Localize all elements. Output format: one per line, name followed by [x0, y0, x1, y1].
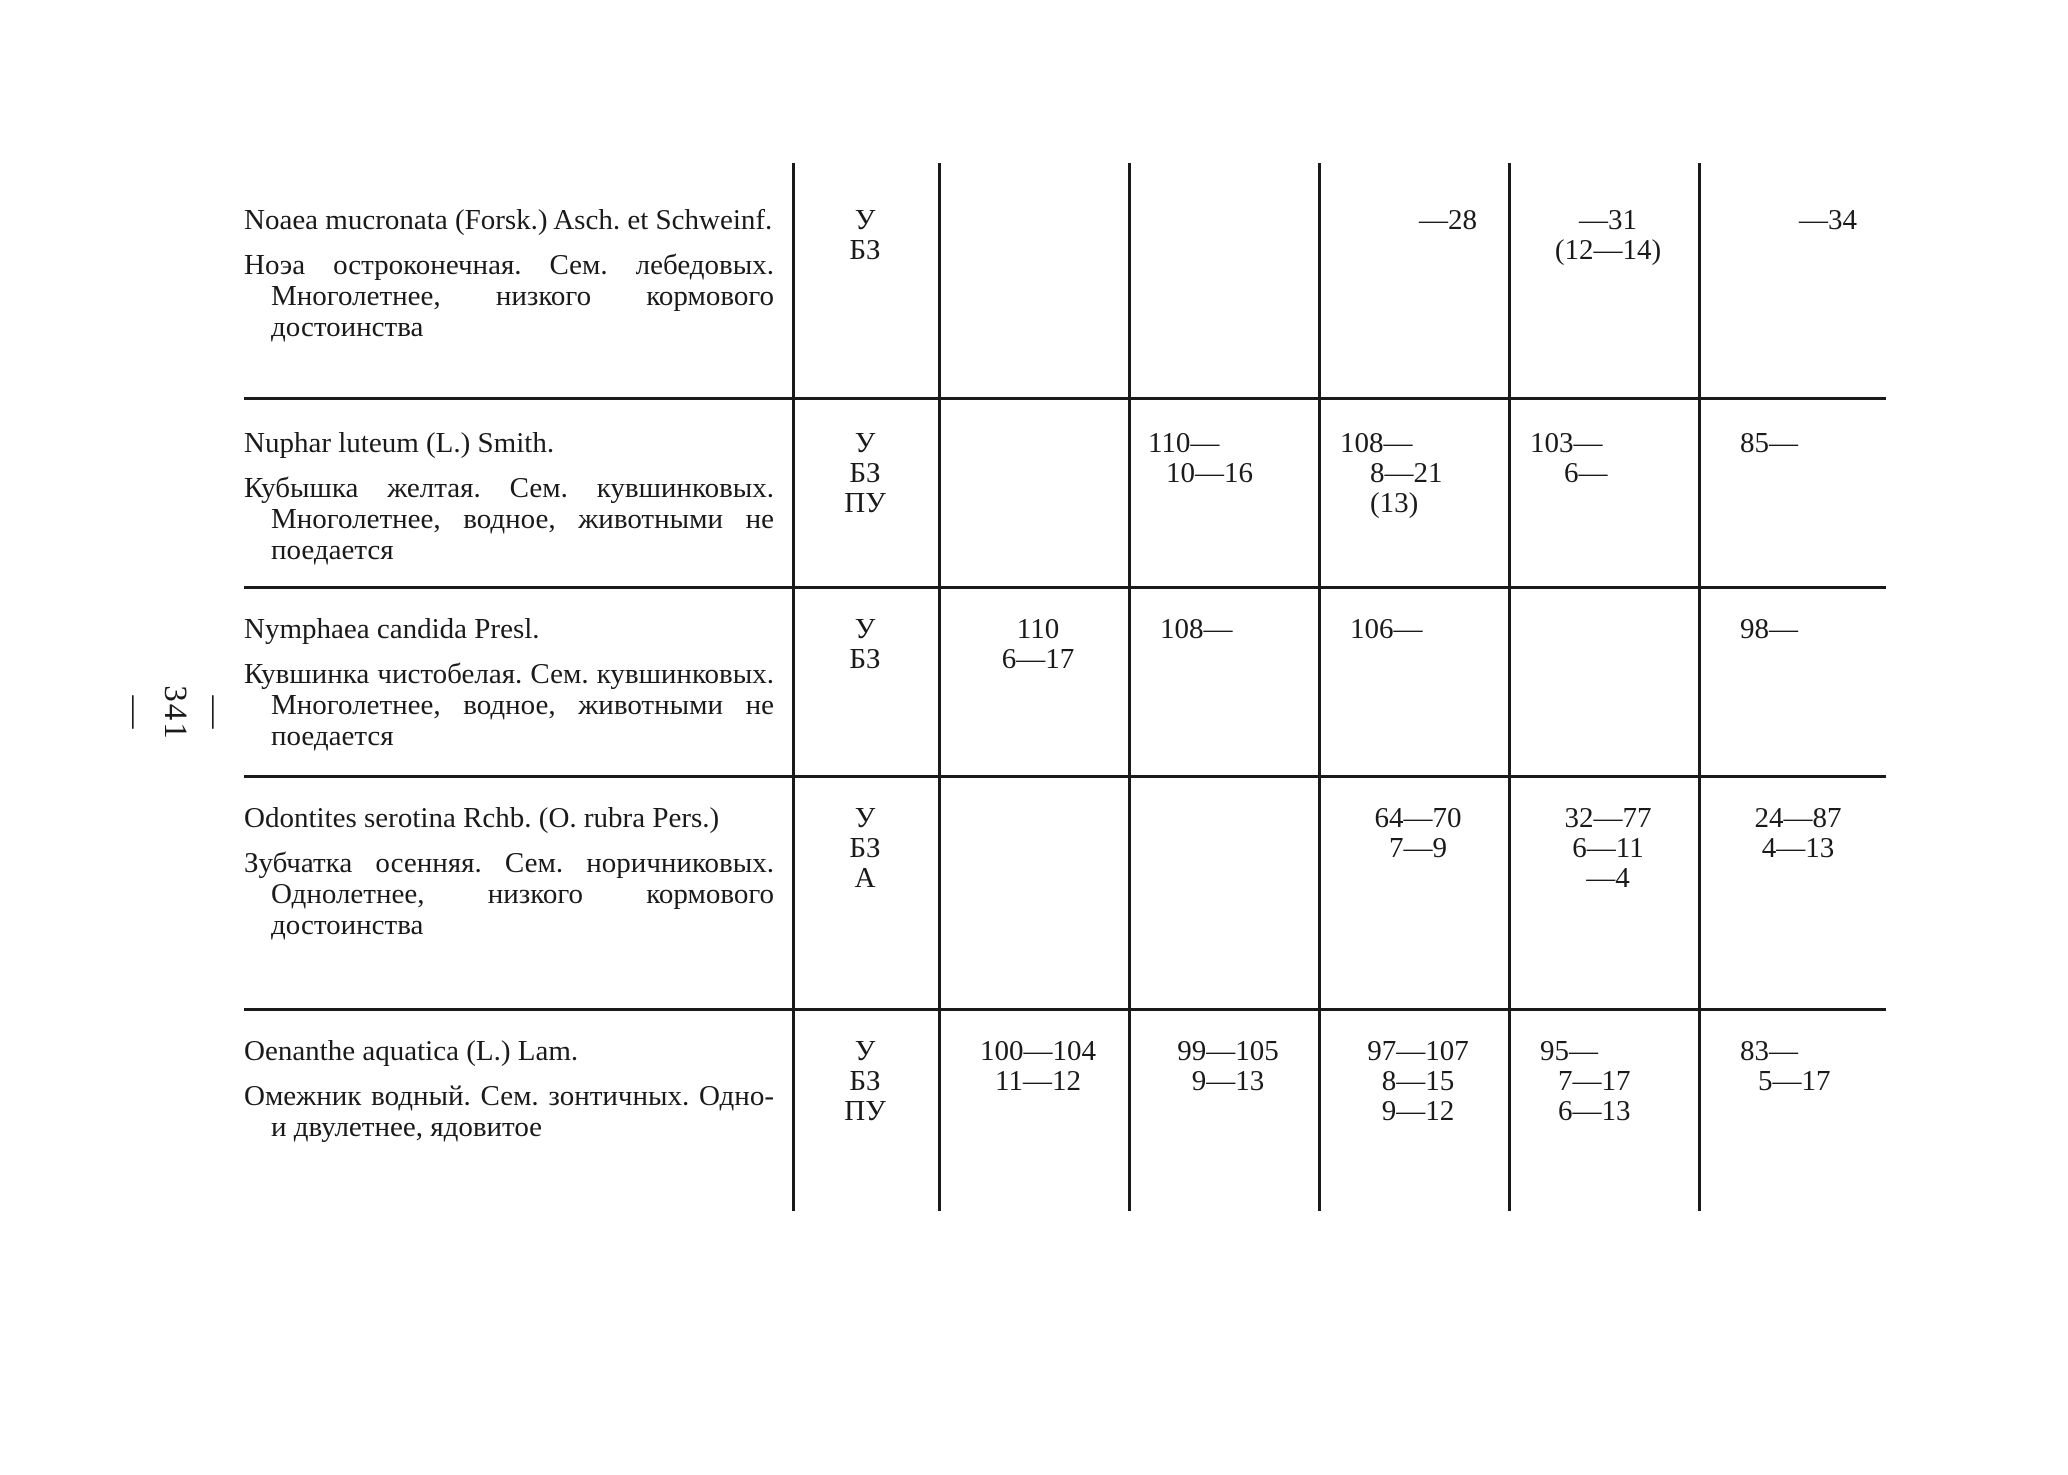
row-separator: [244, 586, 1886, 589]
plant-description: Кубышка желтая. Сем. кувшинковых. Многолетнее, водное, животными не поедается: [244, 472, 774, 566]
habitat-codes: У БЗ ПУ: [844, 1035, 886, 1127]
value-cell: 95— 7—17 6—13: [1540, 1035, 1631, 1127]
value-cell: 99—105 9—13: [1177, 1035, 1279, 1097]
habitat-codes: У БЗ: [849, 613, 881, 675]
value-cell: 83— 5—17: [1740, 1035, 1831, 1097]
value-cell: 85—: [1740, 427, 1798, 459]
value-cell: —31 (12—14): [1554, 204, 1662, 266]
plant-name-cell: [244, 614, 774, 752]
value-cell: 110— 10—16: [1148, 427, 1253, 489]
habitat-codes: У БЗ А: [849, 802, 881, 894]
value-cell: 98—: [1740, 613, 1798, 645]
plant-name-cell: [244, 428, 774, 566]
plant-name-cell: [244, 1036, 774, 1143]
latin-name: Nymphaea candida Presl.: [244, 613, 540, 645]
latin-name: Odontites serotina Rchb. (O. rubra Pers.): [244, 802, 720, 834]
value-cell: 24—87 4—13: [1754, 802, 1842, 864]
plant-description: Омежник водный. Сем. зонтичных. Одно- и двулетнее, ядовитое: [244, 1080, 774, 1143]
column-rule: [938, 163, 941, 1211]
value-cell: 106—: [1350, 613, 1423, 645]
row-separator: [244, 1008, 1886, 1011]
value-cell: 64—70 7—9: [1374, 802, 1462, 864]
value-cell: 108— 8—21 (13): [1340, 427, 1443, 519]
value-cell: 32—77 6—11 —4: [1564, 802, 1652, 894]
latin-name: Nuphar luteum (L.) Smith.: [244, 427, 555, 459]
row-separator: [244, 775, 1886, 778]
habitat-codes: У БЗ: [849, 204, 881, 266]
value-cell: 108—: [1160, 613, 1233, 645]
column-rule: [1128, 163, 1131, 1211]
page-number: — 341 —: [117, 685, 233, 741]
latin-name: Noaea mucronata (Forsk.) Asch. et Schweinf.: [244, 204, 773, 236]
plant-description: Кувшинка чистобелая. Сем. кувшинковых. Многолетнее, водное, животными не поедается: [244, 658, 774, 752]
column-rule: [1508, 163, 1511, 1211]
column-rule: [792, 163, 795, 1211]
value-cell: 97—107 8—15 9—12: [1367, 1035, 1469, 1127]
plant-description: Зубчатка осенняя. Сем. норичниковых. Однолетнее, низкого кормового достоинства: [244, 847, 774, 941]
value-cell: 110 6—17: [1001, 613, 1075, 675]
column-rule: [1318, 163, 1321, 1211]
value-cell: 100—104 11—12: [980, 1035, 1096, 1097]
value-cell: —34: [1799, 204, 1857, 236]
row-separator: [244, 397, 1886, 400]
plant-description: Ноэа остроконечная. Сем. лебедовых. Многолетнее, низкого кормового достоинства: [244, 249, 774, 343]
latin-name: Oenanthe aquatica (L.) Lam.: [244, 1035, 579, 1067]
value-cell: —28: [1419, 204, 1477, 236]
plant-name-cell: [244, 205, 774, 343]
value-cell: 103— 6—: [1530, 427, 1608, 489]
plant-name-cell: [244, 803, 774, 941]
habitat-codes: У БЗ ПУ: [844, 427, 886, 519]
